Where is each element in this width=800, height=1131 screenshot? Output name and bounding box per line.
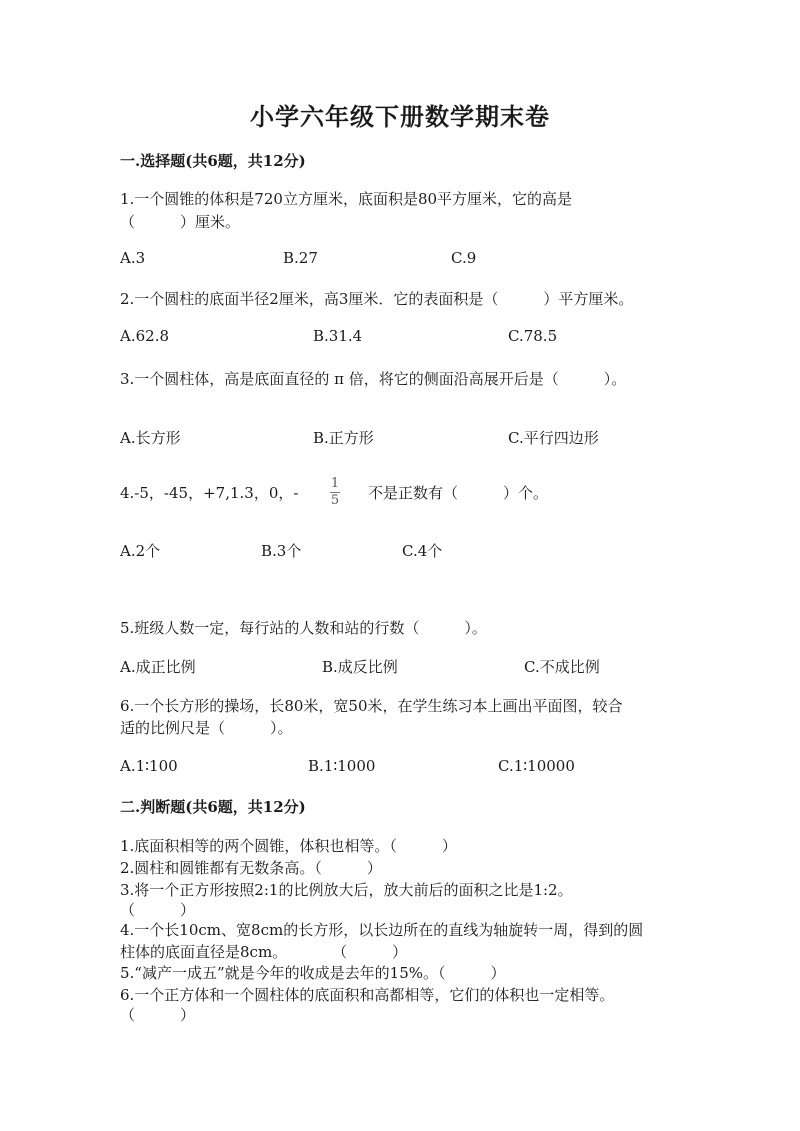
fraction-one-fifth — [330, 477, 340, 508]
judgment-line-4: （ ） — [120, 901, 196, 919]
question-3-option-a[interactable]: A.长方形 — [120, 429, 181, 447]
judgment-line-3: 3.将一个正方形按照2:1的比例放大后，放大前后的面积之比是1:2。 — [120, 881, 573, 899]
judgment-line-1: 1.底面积相等的两个圆锥，体积也相等。（ ） — [120, 837, 457, 855]
question-6-option-b[interactable]: B.1∶1000 — [308, 757, 376, 775]
question-6-option-c[interactable]: C.1∶10000 — [498, 757, 575, 775]
question-1-line-1: 1.一个圆锥的体积是720立方厘米，底面积是80平方厘米，它的高是 — [120, 190, 573, 208]
question-2-option-a[interactable]: A.62.8 — [120, 327, 169, 345]
question-6-line-2: 适的比例尺是（ ）。 — [120, 719, 293, 737]
fraction-numerator: 1 — [330, 476, 340, 491]
question-4-option-c[interactable]: C.4个 — [402, 542, 443, 560]
question-1-option-a[interactable]: A.3 — [120, 249, 146, 267]
question-1-option-c[interactable]: C.9 — [451, 249, 477, 267]
judgment-line-5: 4.一个长10cm、宽8cm的长方形，以长边所在的直线为轴旋转一周，得到的圆 — [120, 921, 644, 939]
question-4-line-2: 不是正数有（ ）个。 — [368, 484, 549, 502]
question-4-line-1: 4.-5，-45，+7,1.3，0，- — [120, 484, 299, 502]
question-2-option-c[interactable]: C.78.5 — [508, 327, 558, 345]
section-heading-choice: 一.选择题(共6题，共12分) — [120, 152, 306, 170]
question-5-option-a[interactable]: A.成正比例 — [120, 658, 196, 676]
question-2-line-1: 2.一个圆柱的底面半径2厘米，高3厘米．它的表面积是（ ）平方厘米。 — [120, 290, 634, 308]
question-5-option-c[interactable]: C.不成比例 — [524, 658, 600, 676]
question-5-option-b[interactable]: B.成反比例 — [322, 658, 398, 676]
judgment-line-8: 6.一个正方体和一个圆柱体的底面积和高都相等，它们的体积也一定相等。 — [120, 986, 615, 1004]
question-5-line-1: 5.班级人数一定，每行站的人数和站的行数（ ）。 — [120, 619, 487, 637]
page-title: 小学六年级下册数学期末卷 — [250, 102, 550, 131]
question-4-option-b[interactable]: B.3个 — [261, 542, 302, 560]
question-6-line-1: 6.一个长方形的操场，长80米，宽50米，在学生练习本上画出平面图，较合 — [120, 697, 623, 715]
question-3-line-1: 3.一个圆柱体，高是底面直径的 π 倍，将它的侧面沿高展开后是（ ）。 — [120, 370, 627, 388]
question-1-line-2: （ ）厘米。 — [120, 213, 241, 231]
section-heading-judgment: 二.判断题(共6题，共12分) — [120, 798, 306, 816]
judgment-line-6: 柱体的底面直径是8cm。 （ ） — [120, 943, 408, 961]
question-1-option-b[interactable]: B.27 — [283, 249, 318, 267]
question-6-option-a[interactable]: A.1∶100 — [120, 757, 178, 775]
question-4-option-a[interactable]: A.2个 — [120, 542, 161, 560]
question-3-option-b[interactable]: B.正方形 — [313, 429, 374, 447]
judgment-line-9: （ ） — [120, 1006, 196, 1024]
judgment-line-2: 2.圆柱和圆锥都有无数条高。（ ） — [120, 859, 382, 877]
fraction-denominator: 5 — [330, 493, 340, 508]
question-2-option-b[interactable]: B.31.4 — [313, 327, 363, 345]
judgment-line-7: 5.“减产一成五”就是今年的收成是去年的15%。（ ） — [120, 964, 506, 982]
question-3-option-c[interactable]: C.平行四边形 — [508, 429, 599, 447]
